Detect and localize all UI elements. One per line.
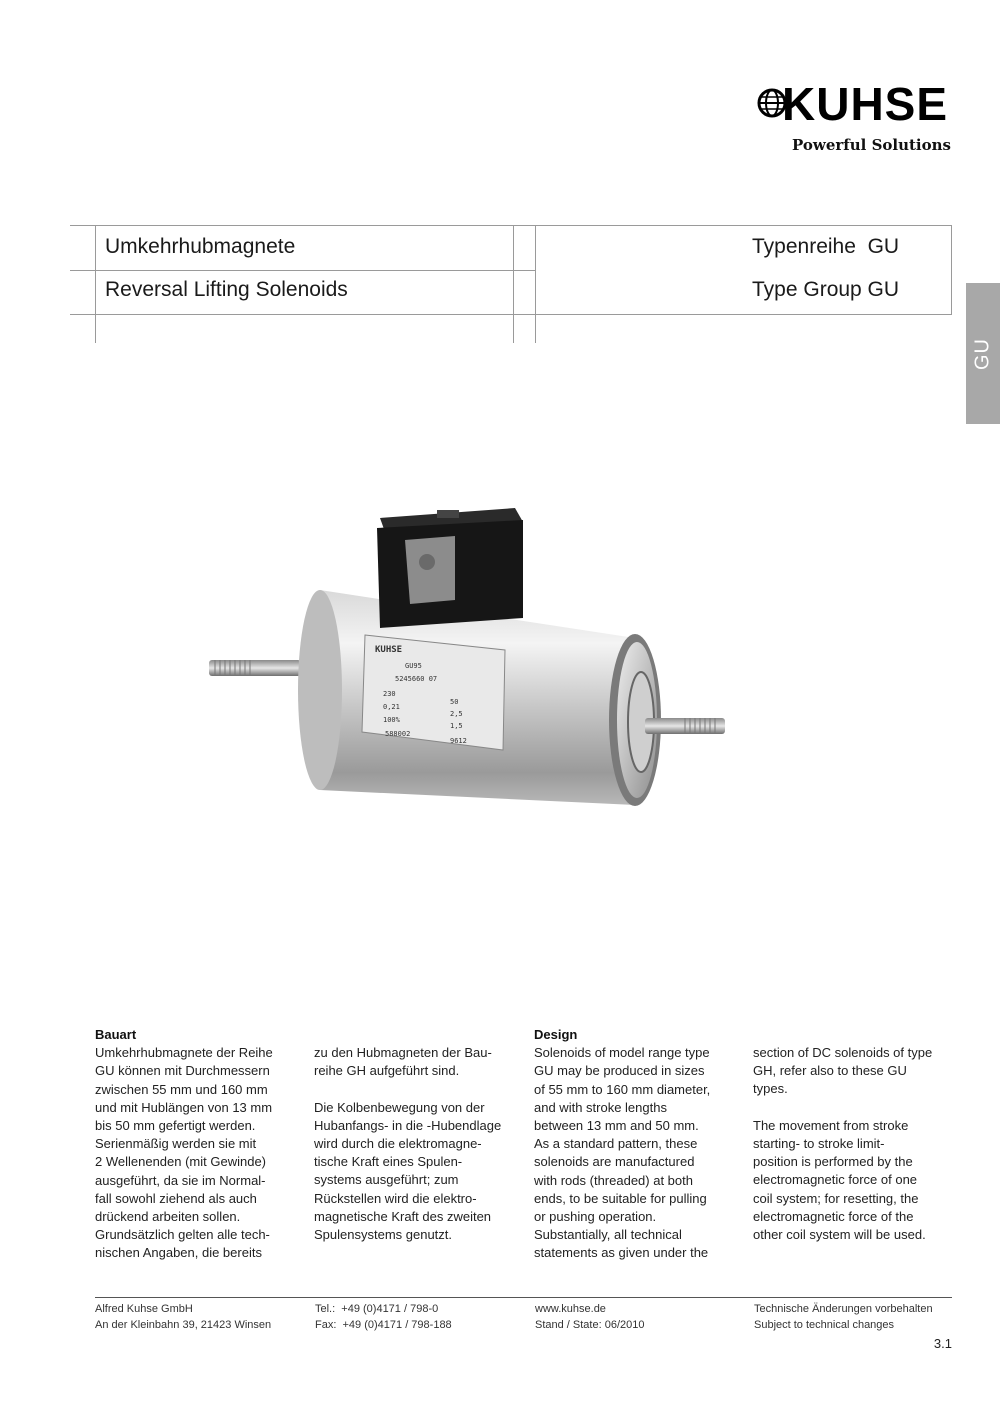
page-number: 3.1: [933, 1336, 952, 1351]
plate-type: GU95: [405, 662, 422, 670]
section-tab: [966, 283, 1000, 424]
footer-changes-german: Technische Änderungen vorbehalten: [754, 1303, 933, 1315]
german-column-2: [314, 1044, 514, 1262]
plate-brand: KUHSE: [375, 645, 403, 655]
footer-fax: Fax: +49 (0)4171 / 798-188: [315, 1319, 452, 1331]
header-rule-bottom: [70, 314, 952, 315]
english-text-3: The movement from stroke starting- to stroke limit- position is performed by the electromagnetic force of one coil system; for resetting, the electromagnetic force of the other coil system will be used.: [753, 1117, 926, 1243]
english-column-2: [753, 1044, 953, 1262]
plate-ed: 100%: [383, 716, 400, 724]
footer-contact: [315, 1301, 452, 1333]
connector-box: [377, 508, 523, 628]
german-heading: Bauart: [95, 1027, 137, 1042]
title-german: Umkehrhubmagnete: [105, 235, 296, 258]
footer-website-link[interactable]: www.kuhse.de: [535, 1303, 606, 1315]
plate-fab-no: 588002: [385, 730, 411, 738]
header-rule-middle: [70, 270, 535, 271]
plate-art-no: 5245660 07: [395, 675, 438, 683]
rating-plate: [362, 635, 505, 750]
header-divider-3: [535, 225, 536, 343]
english-text-1: Solenoids of model range type GU may be produced in sizes of 55 mm to 160 mm diameter, and with stroke lengths between 13 mm and 50 mm. As a standard pattern, these solenoids are manufactured with rods (threaded) at both ends, to be suitable for pulling or pushing operation. Substantially, all technical statements as given under the: [534, 1045, 711, 1261]
header-divider-2: [513, 225, 514, 343]
english-heading: Design: [534, 1027, 578, 1042]
footer-address: An der Kleinbahn 39, 21423 Winsen: [95, 1319, 272, 1331]
header-divider-right: [951, 225, 952, 315]
german-text-1: Umkehrhubmagnete der Reihe GU können mit Durchmessern zwischen 55 mm und 160 mm und mit Hublängen von 13 mm bis 50 mm gefertigt werden. Serienmäßig werden sie mit 2 Wellenenden (mit Gewinde) ausgeführt, da sie im Normal- fall sowohl ziehend als auch drückend arbeiten sollen. Grundsätzlich gelten alle tech- nischen Angaben, die bereits: [95, 1045, 273, 1261]
plate-hz: 50: [450, 698, 459, 706]
header-divider-1: [95, 225, 96, 343]
plate-fd: 9612: [450, 737, 467, 745]
section-tab-label: GU: [971, 337, 994, 370]
english-column-1: [534, 1026, 734, 1281]
logo-tagline: Powerful Solutions: [792, 136, 951, 154]
plate-anker: 1,5: [450, 722, 463, 730]
footer-company: [95, 1301, 271, 1333]
footer-rule: [95, 1297, 952, 1298]
company-logo: [755, 80, 955, 160]
german-text-3: Die Kolbenbewegung von der Hubanfangs- in die -Hubendlage wird durch die elektromagne- tische Kraft eines Spulen- systems ausgeführt; zum Rückstellen wird die elektro- magnetische Kraft des zweiten Spulensystems genutzt.: [314, 1099, 502, 1243]
header-rule-top: [70, 225, 952, 226]
left-threaded-rod: [209, 660, 301, 676]
german-text-2: zu den Hubmagneten der Bau- reihe GH aufgeführt sind.: [314, 1045, 492, 1079]
footer-changes-english: Subject to technical changes: [754, 1319, 895, 1331]
plate-stroke: 2,5: [450, 710, 463, 718]
footer-stand: Stand / State: 06/2010: [535, 1319, 645, 1331]
solenoid-product-image: [205, 500, 735, 820]
title-english: Reversal Lifting Solenoids: [105, 278, 348, 301]
logo-wordmark: KUHSE: [782, 78, 949, 130]
footer-tel: Tel.: +49 (0)4171 / 798-0: [315, 1303, 439, 1315]
right-threaded-rod: [645, 718, 725, 734]
type-group-english: Type Group GU: [752, 278, 900, 301]
plate-current: 0,21: [383, 703, 400, 711]
english-text-2: section of DC solenoids of type GH, refer also to these GU types.: [753, 1045, 933, 1097]
german-column-1: [95, 1026, 295, 1281]
footer-web: [535, 1301, 644, 1333]
plate-voltage: 230: [383, 690, 396, 698]
type-group-german: Typenreihe GU: [752, 235, 900, 258]
footer-notice: [754, 1301, 933, 1333]
footer-company-name: Alfred Kuhse GmbH: [95, 1303, 193, 1315]
